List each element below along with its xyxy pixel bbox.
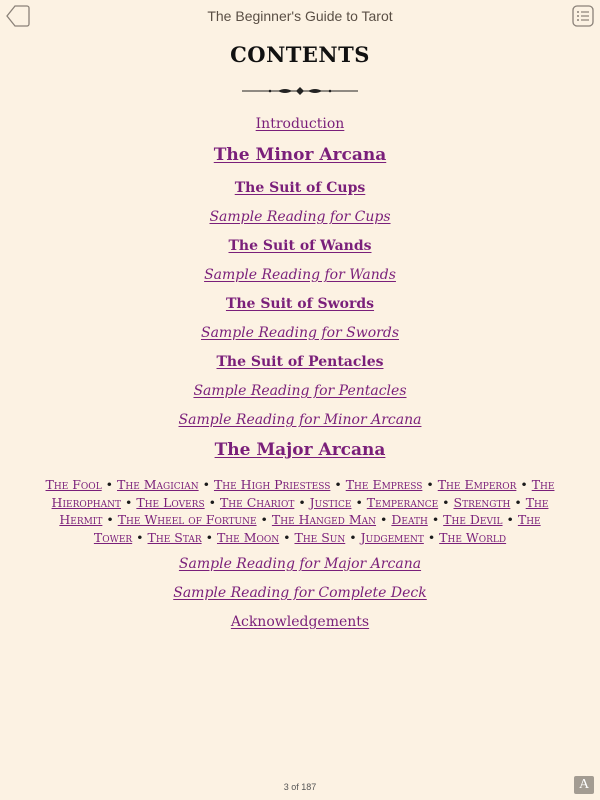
bullet-separator: • xyxy=(205,529,213,545)
major-card-link[interactable]: The Devil xyxy=(443,512,503,527)
major-card-link[interactable]: Temperance xyxy=(366,494,439,510)
toc-link-sample-swords[interactable]: Sample Reading for Swords xyxy=(200,325,400,341)
bullet-separator: • xyxy=(105,477,114,492)
font-size-icon: A xyxy=(578,777,590,792)
toc-link-sample-cups[interactable]: Sample Reading for Cups xyxy=(209,209,391,225)
bullet-separator: • xyxy=(520,477,528,492)
bullet-separator: • xyxy=(426,477,434,492)
bullet-separator: • xyxy=(125,494,133,510)
major-card-link[interactable]: Death xyxy=(391,512,428,527)
bullet-separator: • xyxy=(355,494,363,510)
toc-link-major-arcana[interactable]: The Major Arcana xyxy=(214,440,386,460)
bullet-separator: • xyxy=(506,512,514,527)
toc-link-suit-cups[interactable]: The Suit of Cups xyxy=(234,180,366,196)
toc-link-suit-wands[interactable]: The Suit of Wands xyxy=(228,238,372,254)
major-card-link[interactable]: The Hermit xyxy=(59,494,549,527)
bullet-separator: • xyxy=(202,477,210,492)
toc-link-sample-minor[interactable]: Sample Reading for Minor Arcana xyxy=(178,412,422,428)
bullet-separator: • xyxy=(298,494,306,510)
top-bar xyxy=(0,0,600,32)
major-card-link[interactable]: The Wheel of Fortune xyxy=(117,512,257,527)
toc-link-introduction[interactable]: Introduction xyxy=(255,116,345,132)
toc-link-sample-wands[interactable]: Sample Reading for Wands xyxy=(204,267,396,283)
major-card-link[interactable]: The Empress xyxy=(345,477,423,492)
major-arcana-card-list xyxy=(40,476,560,546)
major-card-link[interactable]: The Chariot xyxy=(219,494,295,510)
major-card-link[interactable]: The Hanged Man xyxy=(271,512,377,527)
major-card-link[interactable]: The Lovers xyxy=(136,494,205,510)
font-size-button[interactable] xyxy=(574,776,594,794)
toc-link-suit-pentacles[interactable]: The Suit of Pentacles xyxy=(216,354,384,370)
page-title: CONTENTS xyxy=(230,42,370,67)
bullet-separator: • xyxy=(349,529,357,545)
major-card-link[interactable]: The Magician xyxy=(117,477,199,492)
major-card-link[interactable]: The Fool xyxy=(45,477,102,492)
major-card-link[interactable]: The Sun xyxy=(294,529,346,545)
major-card-link[interactable]: The Star xyxy=(147,529,202,545)
list-icon[interactable] xyxy=(572,5,594,27)
bullet-separator: • xyxy=(136,529,144,545)
major-card-link[interactable]: The Hierophant xyxy=(51,477,555,510)
major-card-link[interactable]: The Emperor xyxy=(437,477,517,492)
bullet-separator: • xyxy=(514,494,522,510)
major-card-link[interactable]: The Tower xyxy=(93,512,541,545)
toc-link-acknowledgements[interactable]: Acknowledgements xyxy=(230,614,370,630)
bullet-separator: • xyxy=(260,512,268,527)
page-indicator: 3 of 187 xyxy=(283,782,317,792)
toc-link-minor-arcana[interactable]: The Minor Arcana xyxy=(213,145,387,165)
bullet-separator: • xyxy=(442,494,450,510)
bullet-separator: • xyxy=(431,512,440,527)
bullet-separator: • xyxy=(106,512,114,527)
toc-link-suit-swords[interactable]: The Suit of Swords xyxy=(225,296,375,312)
book-title: The Beginner's Guide to Tarot xyxy=(207,8,393,24)
toc-link-sample-major[interactable]: Sample Reading for Major Arcana xyxy=(178,556,422,572)
major-card-link[interactable]: Strength xyxy=(453,494,511,510)
toc-link-sample-complete[interactable]: Sample Reading for Complete Deck xyxy=(173,585,427,601)
bullet-separator: • xyxy=(380,512,388,527)
major-card-link[interactable]: Judgement xyxy=(360,529,424,545)
bullet-separator: • xyxy=(283,529,291,545)
major-card-link[interactable]: The World xyxy=(439,529,507,545)
toc-link-sample-pentacles[interactable]: Sample Reading for Pentacles xyxy=(193,383,407,399)
ornament-divider-icon xyxy=(240,84,360,98)
major-card-link[interactable]: Justice xyxy=(309,494,352,510)
major-card-link[interactable]: The Moon xyxy=(216,529,280,545)
major-card-link[interactable]: The High Priestess xyxy=(213,477,331,492)
bullet-separator: • xyxy=(208,494,216,510)
bullet-separator: • xyxy=(334,477,342,492)
bullet-separator: • xyxy=(427,529,436,545)
